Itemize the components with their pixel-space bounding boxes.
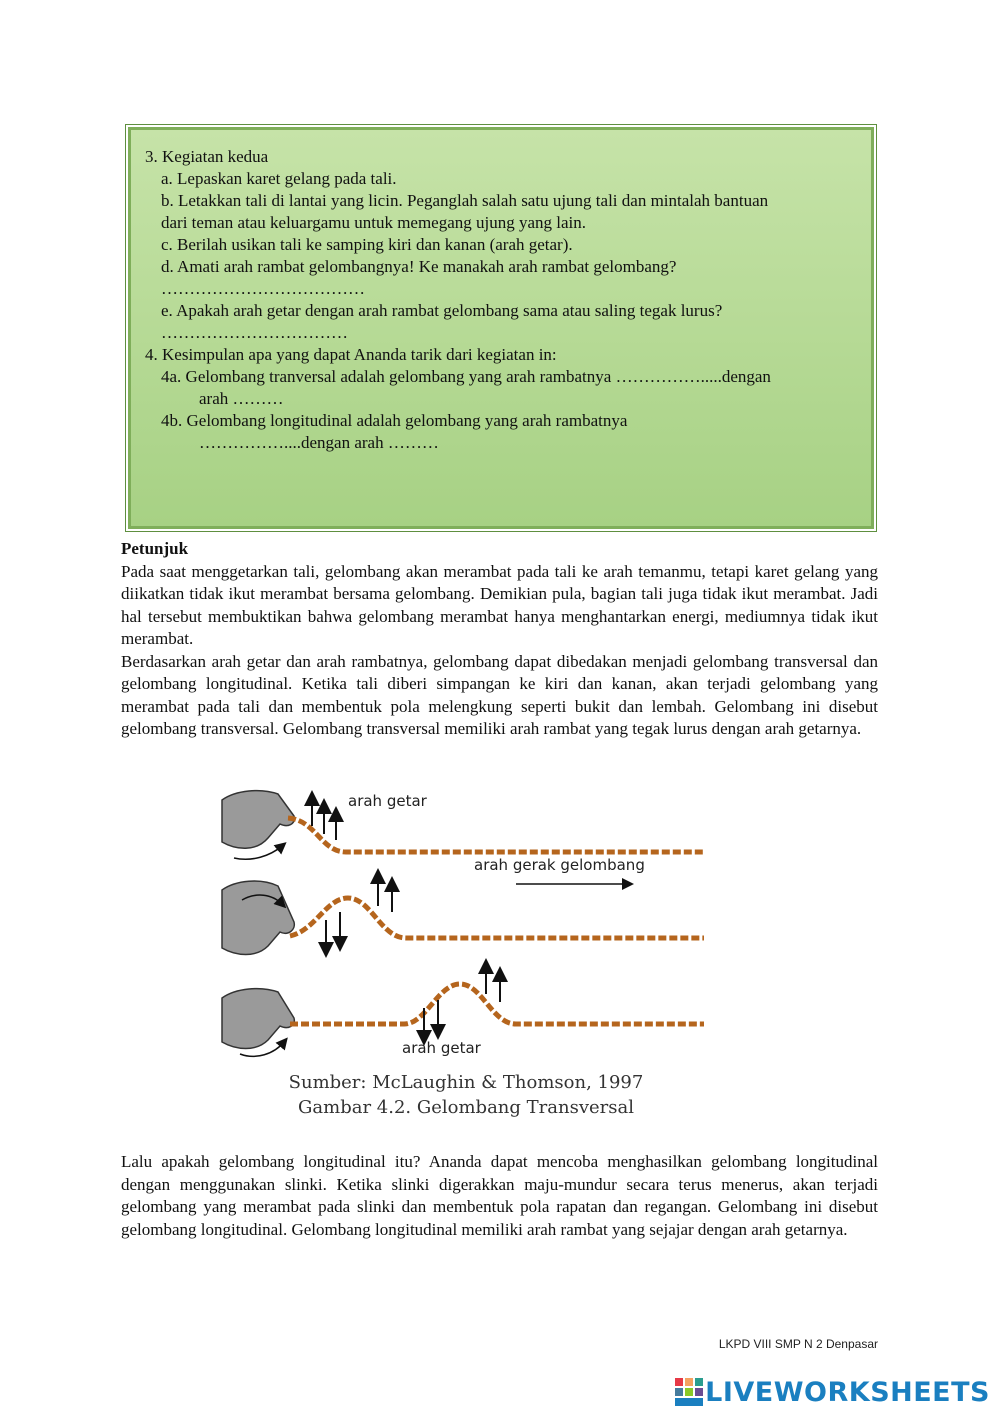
conclusion-4b-cont[interactable]: ……………....dengan arah ……… (199, 433, 439, 452)
activity-step-d: d. Amati arah rambat gelombangnya! Ke manakah arah rambat gelombang? (161, 257, 677, 276)
activity-title: 3. Kegiatan kedua (145, 147, 269, 166)
activity-box (128, 127, 874, 529)
activity-step-c: c. Berilah usikan tali ke samping kiri dan kanan (arah getar). (161, 235, 573, 254)
petunjuk-section (121, 538, 878, 741)
hand-icon (222, 881, 294, 954)
conclusion-4b: 4b. Gelombang longitudinal adalah gelombang yang arah rambatnya (161, 411, 628, 430)
brand-name: LIVEWORKSHEETS (705, 1376, 990, 1408)
activity-step-b-cont: dari teman atau keluargamu untuk memegang ujung yang lain. (161, 213, 587, 232)
wave-illustration (216, 780, 716, 1070)
figure-source: Sumber: McLaughin & Thomson, 1997 (288, 1072, 644, 1093)
rope-3 (290, 984, 704, 1024)
conclusion-title: 4. Kesimpulan apa yang dapat Ananda tarik dari kegiatan in: (145, 345, 557, 364)
rope-1 (288, 818, 704, 852)
rope-2 (290, 898, 704, 938)
liveworksheets-logo-icon (675, 1378, 703, 1406)
hand-icon (222, 791, 294, 849)
petunjuk-heading: Petunjuk (121, 539, 189, 558)
figure-caption: Gambar 4.2. Gelombang Transversal (298, 1097, 634, 1118)
longitudinal-paragraph: Lalu apakah gelombang longitudinal itu? Ananda dapat mencoba menghasilkan gelombang longitudinal dengan menggunakan slinki. Ketika slinki digerakkan maju-mundur secara terus menerus, akan terjadi gelombang yang merambat pada slinki dan membentuk pola rapatan dan regangan. Gelombang ini disebut gelombang longitudinal. Gelombang longitudinal memiliki arah rambat yang sejajar dengan arah getarnya. (121, 1152, 878, 1239)
label-arah-gerak-gelombang: arah gerak gelombang (474, 856, 645, 874)
petunjuk-paragraph-2: Berdasarkan arah getar dan arah rambatnya, gelombang dapat dibedakan menjadi gelombang transversal dan gelombang longitudinal. Ketika tali diberi simpangan ke kiri dan kanan, akan terjadi gelombang yang merambat pada tali dan membentuk pola melengkung seperti bukit dan lembah. Gelombang ini disebut gelombang transversal. Gelombang transversal memiliki arah rambat yang tegak lurus dengan arah getarnya. (121, 651, 878, 738)
longitudinal-section (121, 1151, 878, 1241)
label-arah-getar-bottom: arah getar (402, 1039, 481, 1057)
label-arah-getar-top: arah getar (348, 792, 427, 810)
hand-icon (222, 989, 294, 1049)
activity-step-a: a. Lepaskan karet gelang pada tali. (161, 169, 397, 188)
wave-row-2 (222, 876, 704, 955)
conclusion-4a[interactable]: 4a. Gelombang tranversal adalah gelombang yang arah rambatnya …………….....dengan (161, 367, 771, 386)
transverse-wave-figure (216, 780, 716, 1125)
answer-blank-e[interactable]: …………………………… (161, 323, 348, 342)
page-footer: LKPD VIII SMP N 2 Denpasar (718, 1337, 878, 1351)
conclusion-4a-cont[interactable]: arah ……… (199, 389, 284, 408)
activity-step-e: e. Apakah arah getar dengan arah rambat gelombang sama atau saling tegak lurus? (161, 301, 723, 320)
petunjuk-paragraph-1: Pada saat menggetarkan tali, gelombang akan merambat pada tali ke arah temanmu, tetapi karet gelang yang diikatkan tidak ikut merambat bersama gelombang. Demikian pula, bagian tali juga tidak ikut merambat. Jadi hal tersebut membuktikan bahwa gelombang merambat hanya menghantarkan energi, mediumnya tidak ikut merambat. (121, 561, 878, 648)
answer-blank-d[interactable]: ……………………………… (161, 279, 365, 298)
activity-step-b: b. Letakkan tali di lantai yang licin. Peganglah salah satu ujung tali dan mintalah bantuan (161, 191, 769, 210)
brand-watermark (675, 1376, 990, 1408)
